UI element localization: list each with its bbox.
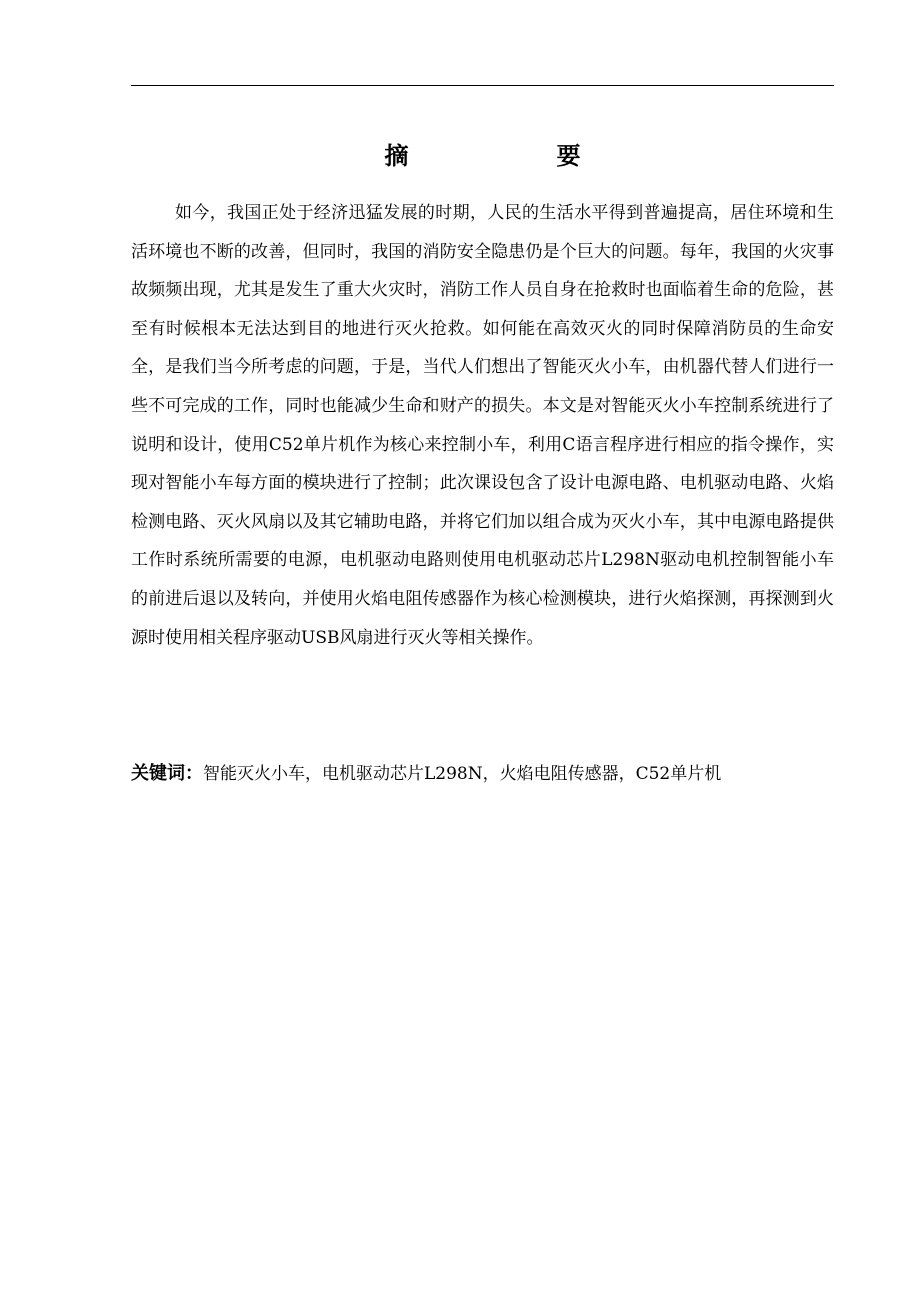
- keywords-label: 关键词：: [131, 763, 203, 784]
- abstract-title: 摘 要: [384, 142, 643, 170]
- abstract-body: 如今，我国正处于经济迅猛发展的时期，人民的生活水平得到普遍提高，居住环境和生活环境也不断的改善，但同时，我国的消防安全隐患仍是个巨大的问题。每年，我国的火灾事故频频出现，尤其是发生了重大火灾时，消防工作人员自身在抢救时也面临着生命的危险，甚至有时候根本无法达到目的地进行灭火抢救。如何能在高效灭火的同时保障消防员的生命安全，是我们当今所考虑的问题，于是，当代人们想出了智能灭火小车，由机器代替人们进行一些不可完成的工作，同时也能减少生命和财产的损失。本文是对智能灭火小车控制系统进行了说明和设计，使用C52单片机作为核心来控制小车，利用C语言程序进行相应的指令操作，实现对智能小车每方面的模块进行了控制；此次课设包含了设计电源电路、电机驱动电路、火焰检测电路、灭火风扇以及其它辅助电路，并将它们加以组合成为灭火小车，其中电源电路提供工作时系统所需要的电源，电机驱动电路则使用电机驱动芯片L298N驱动电机控制智能小车的前进后退以及转向，并使用火焰电阻传感器作为核心检测模块，进行火焰探测，再探测到火源时使用相关程序驱动USB风扇进行灭火等相关操作。: [131, 203, 834, 648]
- header-rule: [131, 85, 834, 86]
- keywords-text: 智能灭火小车，电机驱动芯片L298N，火焰电阻传感器，C52单片机: [203, 764, 722, 784]
- keywords-line: [131, 756, 834, 792]
